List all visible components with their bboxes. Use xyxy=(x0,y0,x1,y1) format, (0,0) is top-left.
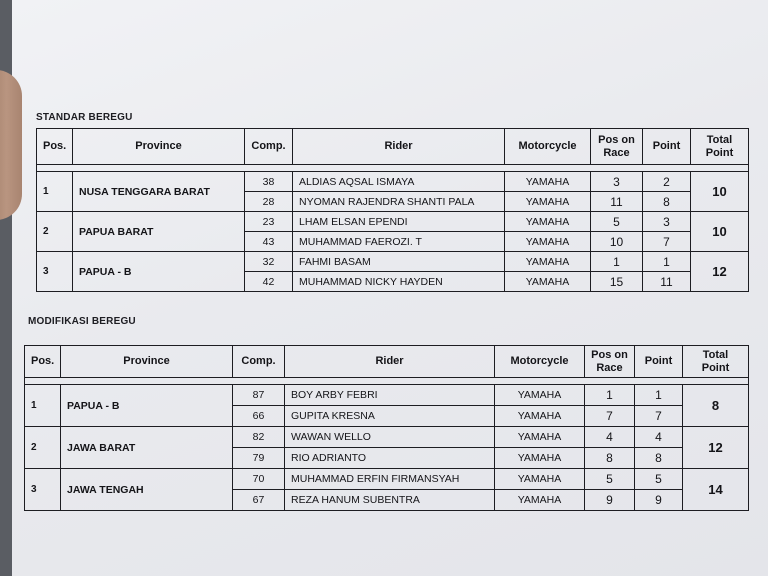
team-pos: 2 xyxy=(37,212,73,252)
team-total-point: 10 xyxy=(691,172,749,212)
rider-motorcycle: YAMAHA xyxy=(505,212,591,232)
rider-name: NYOMAN RAJENDRA SHANTI PALA xyxy=(293,192,505,212)
team-total-point: 12 xyxy=(691,252,749,292)
rider-name: MUHAMMAD FAEROZI. T xyxy=(293,232,505,252)
rider-race-pos: 1 xyxy=(591,252,643,272)
header-province: Province xyxy=(73,129,245,165)
rider-motorcycle: YAMAHA xyxy=(505,272,591,292)
thumb xyxy=(0,70,22,220)
rider-name: ALDIAS AQSAL ISMAYA xyxy=(293,172,505,192)
rider-comp: 28 xyxy=(245,192,293,212)
rider-name: GUPITA KRESNA xyxy=(285,406,495,427)
rider-motorcycle: YAMAHA xyxy=(505,232,591,252)
rider-race-pos: 5 xyxy=(585,469,635,490)
header-motorcycle: Motorcycle xyxy=(495,346,585,378)
header-rider: Rider xyxy=(293,129,505,165)
rider-point: 3 xyxy=(643,212,691,232)
rider-point: 8 xyxy=(643,192,691,212)
rider-motorcycle: YAMAHA xyxy=(505,252,591,272)
rider-name: LHAM ELSAN EPENDI xyxy=(293,212,505,232)
rider-race-pos: 1 xyxy=(585,385,635,406)
header-motorcycle: Motorcycle xyxy=(505,129,591,165)
table-row xyxy=(25,427,749,448)
rider-motorcycle: YAMAHA xyxy=(495,490,585,511)
rider-motorcycle: YAMAHA xyxy=(495,385,585,406)
rider-race-pos: 5 xyxy=(591,212,643,232)
header-pos-on-race: Pos on Race xyxy=(585,346,635,378)
header-comp: Comp. xyxy=(233,346,285,378)
rider-point: 2 xyxy=(643,172,691,192)
rider-comp: 82 xyxy=(233,427,285,448)
rider-name: REZA HANUM SUBENTRA xyxy=(285,490,495,511)
section-title-standar: STANDAR BEREGU xyxy=(36,112,133,123)
rider-race-pos: 7 xyxy=(585,406,635,427)
header-rider: Rider xyxy=(285,346,495,378)
table-row xyxy=(37,172,749,192)
rider-comp: 32 xyxy=(245,252,293,272)
team-province: PAPUA BARAT xyxy=(73,212,245,252)
rider-comp: 79 xyxy=(233,448,285,469)
rider-name: RIO ADRIANTO xyxy=(285,448,495,469)
rider-race-pos: 10 xyxy=(591,232,643,252)
team-province: JAWA BARAT xyxy=(61,427,233,469)
rider-comp: 67 xyxy=(233,490,285,511)
rider-name: MUHAMMAD ERFIN FIRMANSYAH xyxy=(285,469,495,490)
table-row xyxy=(25,385,749,406)
rider-point: 1 xyxy=(635,385,683,406)
rider-comp: 38 xyxy=(245,172,293,192)
rider-race-pos: 15 xyxy=(591,272,643,292)
header-pos: Pos. xyxy=(37,129,73,165)
standar-results-table xyxy=(36,128,749,292)
rider-motorcycle: YAMAHA xyxy=(495,469,585,490)
rider-motorcycle: YAMAHA xyxy=(505,172,591,192)
rider-race-pos: 3 xyxy=(591,172,643,192)
rider-point: 7 xyxy=(643,232,691,252)
team-total-point: 14 xyxy=(683,469,749,511)
rider-race-pos: 9 xyxy=(585,490,635,511)
team-province: PAPUA - B xyxy=(61,385,233,427)
rider-race-pos: 8 xyxy=(585,448,635,469)
header-row xyxy=(37,129,749,165)
rider-name: MUHAMMAD NICKY HAYDEN xyxy=(293,272,505,292)
team-pos: 3 xyxy=(37,252,73,292)
team-total-point: 10 xyxy=(691,212,749,252)
header-province: Province xyxy=(61,346,233,378)
rider-point: 9 xyxy=(635,490,683,511)
team-province: PAPUA - B xyxy=(73,252,245,292)
rider-name: WAWAN WELLO xyxy=(285,427,495,448)
team-total-point: 8 xyxy=(683,385,749,427)
header-comp: Comp. xyxy=(245,129,293,165)
header-point: Point xyxy=(643,129,691,165)
rider-race-pos: 11 xyxy=(591,192,643,212)
team-pos: 3 xyxy=(25,469,61,511)
table-row xyxy=(37,252,749,272)
rider-comp: 42 xyxy=(245,272,293,292)
rider-name: BOY ARBY FEBRI xyxy=(285,385,495,406)
rider-motorcycle: YAMAHA xyxy=(495,427,585,448)
rider-motorcycle: YAMAHA xyxy=(495,448,585,469)
rider-point: 4 xyxy=(635,427,683,448)
team-pos: 1 xyxy=(25,385,61,427)
rider-motorcycle: YAMAHA xyxy=(495,406,585,427)
team-pos: 1 xyxy=(37,172,73,212)
rider-comp: 66 xyxy=(233,406,285,427)
rider-race-pos: 4 xyxy=(585,427,635,448)
spacer-row xyxy=(37,165,749,172)
spacer-row xyxy=(25,378,749,385)
team-province: NUSA TENGGARA BARAT xyxy=(73,172,245,212)
header-total-point: Total Point xyxy=(691,129,749,165)
header-point: Point xyxy=(635,346,683,378)
rider-point: 7 xyxy=(635,406,683,427)
modifikasi-results-table xyxy=(24,345,749,511)
rider-name: FAHMI BASAM xyxy=(293,252,505,272)
header-pos-on-race: Pos on Race xyxy=(591,129,643,165)
rider-point: 11 xyxy=(643,272,691,292)
rider-comp: 23 xyxy=(245,212,293,232)
header-row xyxy=(25,346,749,378)
rider-comp: 70 xyxy=(233,469,285,490)
table-row xyxy=(37,212,749,232)
team-total-point: 12 xyxy=(683,427,749,469)
rider-comp: 87 xyxy=(233,385,285,406)
rider-point: 8 xyxy=(635,448,683,469)
section-title-modifikasi: MODIFIKASI BEREGU xyxy=(28,316,136,327)
header-total-point: Total Point xyxy=(683,346,749,378)
rider-point: 1 xyxy=(643,252,691,272)
rider-comp: 43 xyxy=(245,232,293,252)
team-pos: 2 xyxy=(25,427,61,469)
rider-point: 5 xyxy=(635,469,683,490)
header-pos: Pos. xyxy=(25,346,61,378)
team-province: JAWA TENGAH xyxy=(61,469,233,511)
table-row xyxy=(25,469,749,490)
rider-motorcycle: YAMAHA xyxy=(505,192,591,212)
